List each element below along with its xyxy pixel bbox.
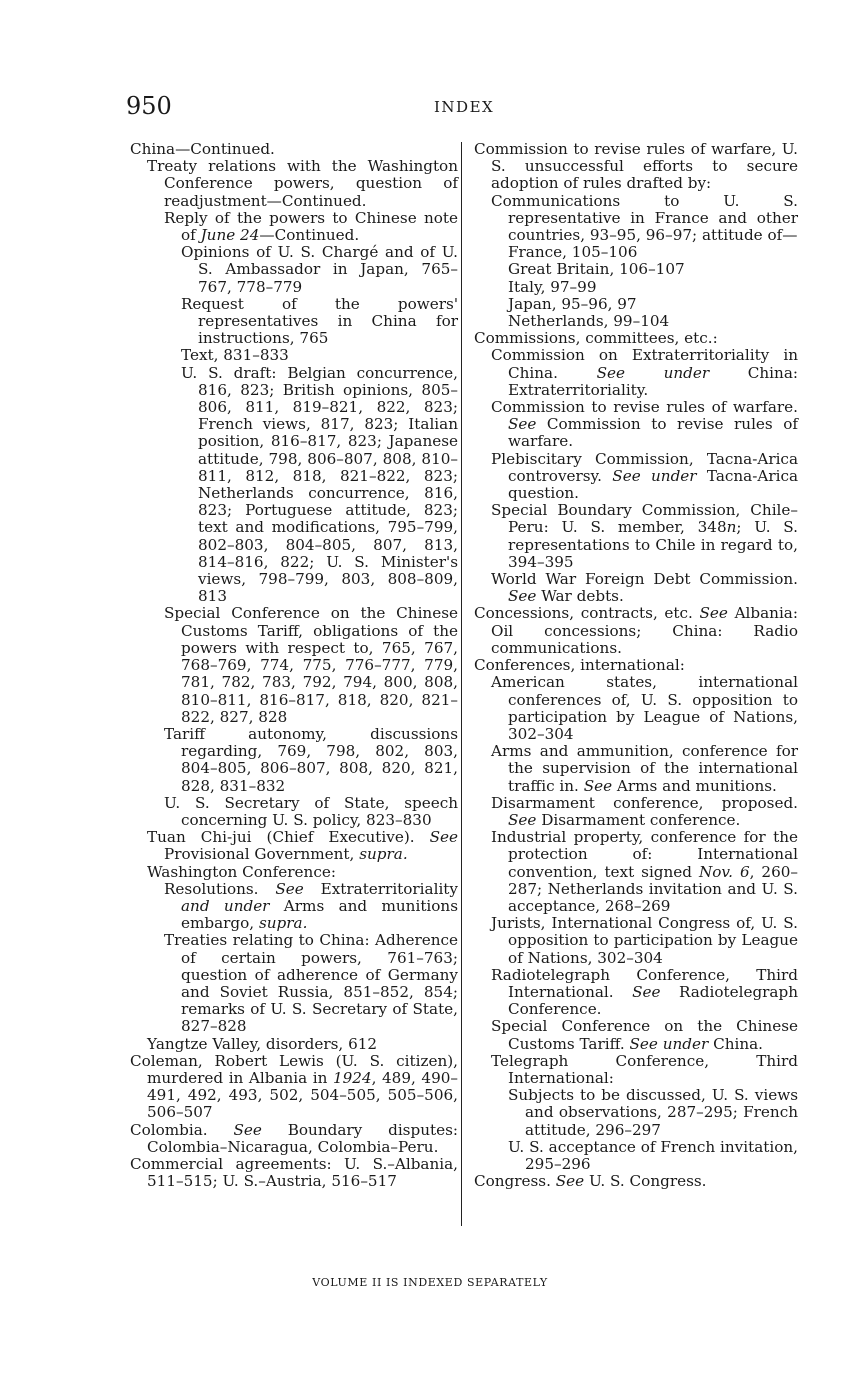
index-entry — [124, 141, 458, 158]
index-entry-text: Special Boundary Commission, Chile–Peru: U. S. member, 348 — [491, 501, 798, 537]
index-entry-text: Treaty relations with the Washington Conference powers, question of readjustment—Continued. — [147, 157, 458, 210]
index-entry — [468, 1139, 798, 1173]
index-entry — [468, 915, 798, 967]
index-entry-text: Concessions, contracts, etc. — [474, 604, 700, 623]
index-entry-text: War debts. — [536, 587, 624, 606]
index-entry — [124, 1122, 458, 1156]
index-entry-text: China. — [708, 1034, 764, 1053]
index-entry — [124, 932, 458, 1035]
index-entry — [468, 451, 798, 503]
index-entry-text: U. S. Secretary of State, speech concerning U. S. policy, 823–830 — [164, 793, 458, 829]
index-entry-text: World War Foreign Debt Commission. — [491, 570, 798, 589]
index-entry-italic-text: See — [429, 828, 458, 847]
index-entry-text: Netherlands, 99–104 — [508, 312, 670, 331]
index-entry-italic-text: See — [508, 587, 537, 606]
index-entry-text: Treaties relating to China: Adherence of certain powers, 761–763; question of adherence of Germany and Soviet Russia, 851–852, 854; remarks of U. S. Secretary of State, 827–828 — [164, 931, 458, 1036]
index-entry — [468, 347, 798, 399]
index-entry-italic-text: See — [632, 982, 661, 1001]
index-entry-text: Special Conference on the Chinese Customs Tariff. — [491, 1017, 798, 1053]
index-entry-text: Plebiscitary Commission, Tacna-Arica controversy. — [491, 449, 798, 485]
index-entry — [124, 829, 458, 863]
index-entry-italic-text: and under — [181, 896, 270, 915]
index-entry-text: Commission to revise rules of warfare. — [508, 415, 798, 451]
index-entry — [468, 193, 798, 245]
index-entry-text: Commission to revise rules of warfare, U. S. unsuccessful efforts to secure adoption of rules drafted by: — [474, 140, 798, 193]
index-entry-text: China: Extraterritoriality. — [508, 363, 798, 399]
index-entry — [468, 1087, 798, 1139]
index-entry-text: Albania: Oil concessions; China: Radio communications. — [491, 604, 798, 657]
index-entry-text: American states, international conferences of, U. S. opposition to participation by League of Nations, 302–304 — [491, 673, 798, 743]
index-entry — [124, 795, 458, 829]
index-entry — [468, 605, 798, 657]
index-column-right — [468, 141, 798, 1190]
index-entry-text: , 489, 490–491, 492, 493, 502, 504–505, 505–506, 506–507 — [147, 1068, 458, 1122]
index-entry — [124, 296, 458, 348]
index-entry — [124, 210, 458, 244]
index-column-left — [124, 141, 458, 1190]
index-entry-text: Resolutions. — [164, 879, 276, 898]
index-entry-italic-text: See — [233, 1120, 262, 1139]
index-entry-text: Radiotelegraph Conference. — [508, 982, 798, 1019]
index-entry-text: Arms and munitions embargo, — [181, 896, 459, 933]
index-entry — [124, 158, 458, 210]
index-entry — [468, 657, 798, 674]
index-entry-text: Reply of the powers to Chinese note of — [164, 208, 458, 245]
index-entry — [468, 743, 798, 795]
index-entry-text: Commission to revise rules of warfare. — [491, 398, 798, 417]
index-entry — [124, 1053, 458, 1122]
index-entry — [468, 330, 798, 347]
index-entry-text: Italy, 97–99 — [508, 277, 597, 296]
index-entry-text: Great Britain, 106–107 — [508, 260, 685, 279]
index-entry-text: Text, 831–833 — [181, 346, 289, 365]
index-entry-text: Japan, 95–96, 97 — [508, 294, 637, 313]
index-entry — [124, 347, 458, 364]
index-entry — [124, 1156, 458, 1190]
column-divider — [461, 142, 462, 1226]
index-entry-text: Provisional Government, — [164, 845, 360, 864]
index-entry-italic-text: June 24 — [200, 226, 260, 245]
index-entry — [468, 296, 798, 313]
index-entry — [124, 881, 458, 933]
index-entry — [468, 571, 798, 605]
index-entry-text: Telegraph Conference, Third International: — [491, 1051, 798, 1087]
index-entry-italic-text: See — [508, 415, 537, 434]
running-head: INDEX — [434, 98, 495, 116]
index-entry-text: Opinions of U. S. Chargé and of U. S. Ambassador in Japan, 765–767, 778–779 — [181, 243, 458, 296]
index-entry-italic-text: See — [508, 810, 537, 829]
index-entry-text: Subjects to be discussed, U. S. views and observations, 287–295; French attitude, 296–297 — [508, 1086, 798, 1139]
index-entry-text: Disarmament conference, proposed. — [491, 793, 798, 812]
index-entry — [468, 141, 798, 193]
index-entry — [468, 1053, 798, 1087]
index-entry — [468, 261, 798, 278]
index-entry — [124, 1036, 458, 1053]
index-entry — [468, 502, 798, 571]
index-entry-text: U. S. draft: Belgian concurrence, 816, 823; British opinions, 805–806, 811, 819–821, 822, 823; French views, 817, 823; Italian position, 816–817, 823; Japanese attitude, 798, 806–807, 808, 810–811, 812, 818, 821–822, 823; Netherlands concurrence, 816, 823; Portuguese attitude, 823; text and modifications, 795–799, 802–803, 804–805, 807, 813, 814–816, 822; U. S. Minister's views, 798–799, 803, 808–809, 813 — [181, 363, 458, 606]
index-entry-text: Arms and munitions. — [612, 776, 777, 795]
index-entry-text: U. S. Congress. — [584, 1172, 707, 1191]
index-entry-text: Special Conference on the Chinese Customs Tariff, obligations of the powers with respect to, 765, 767, 768–769, 774, 775, 776–777, 779, 781, 782, 783, 792, 794, 800, 808, 810–811, 816–817, 818, 820, 821–822, 827, 828 — [164, 604, 458, 726]
index-entry-italic-text: supra. — [258, 914, 308, 933]
index-entry — [468, 967, 798, 1019]
index-entry-text: Commission on Extraterritoriality in China. — [491, 346, 798, 382]
index-entry-text: China—Continued. — [130, 140, 275, 158]
index-entry-text: Washington Conference: — [147, 862, 336, 881]
index-entry-text: Disarmament conference. — [536, 810, 741, 829]
index-entry — [468, 313, 798, 330]
index-entry-text: Jurists, International Congress of, U. S. opposition to participation by League of Nations, 302–304 — [491, 914, 798, 967]
index-entry-text: Request of the powers' representatives in China for instructions, 765 — [181, 294, 458, 348]
index-entry-text: Conferences, international: — [474, 656, 685, 675]
index-entry — [468, 279, 798, 296]
index-entry — [124, 726, 458, 795]
index-entry — [468, 244, 798, 261]
index-entry-text: —Continued. — [259, 226, 360, 245]
index-entry-italic-text: See under — [612, 466, 697, 485]
index-entry-italic-text: See — [583, 776, 613, 795]
index-entry-text: Extraterritoriality — [303, 879, 458, 898]
index-entry — [124, 365, 458, 606]
index-entry-italic-text: n — [726, 518, 737, 537]
index-entry — [124, 605, 458, 725]
index-entry-text: Tuan Chi-jui (Chief Executive). — [147, 828, 430, 847]
index-entry-text: , 260–287; Netherlands invitation and U. S. acceptance, 268–269 — [508, 862, 798, 915]
index-entry-text: ; U. S. representations to Chile in regard to, 394–395 — [508, 518, 798, 571]
index-entry-text: Radiotelegraph Conference, Third International. — [491, 965, 798, 1001]
index-entry-text: U. S. acceptance of French invitation, 295–296 — [508, 1137, 798, 1173]
index-entry-text: Yangtze Valley, disorders, 612 — [147, 1034, 378, 1053]
index-entry-italic-text: See — [275, 879, 304, 898]
index-entry-text: Colombia. — [130, 1120, 234, 1139]
index-entry-text: Boundary disputes: Colombia–Nicaragua, Colombia–Peru. — [147, 1120, 458, 1156]
index-entry-text: Commissions, committees, etc.: — [474, 329, 718, 348]
index-entry-italic-text: See — [699, 604, 728, 623]
index-entry — [468, 795, 798, 829]
index-entry-text: Tacna-Arica question. — [508, 466, 799, 503]
index-entry-italic-text: See under — [596, 363, 710, 382]
index-entry — [468, 674, 798, 743]
index-entry-text: France, 105–106 — [508, 243, 638, 262]
index-entry — [468, 399, 798, 451]
index-entry — [468, 1018, 798, 1052]
index-entry-italic-text: 1924 — [332, 1068, 372, 1087]
index-entry-text: Congress. — [474, 1172, 556, 1191]
index-entry-text: Coleman, Robert Lewis (U. S. citizen), murdered in Albania in — [130, 1051, 458, 1087]
index-entry-italic-text: See under — [629, 1034, 709, 1053]
index-entry-text: Industrial property, conference for the protection of: International convention, text signed — [491, 828, 798, 881]
page-number: 950 — [126, 92, 172, 120]
index-entry-text: Commercial agreements: U. S.–Albania, 511–515; U. S.–Austria, 516–517 — [130, 1154, 458, 1191]
index-entry-text: Tariff autonomy, discussions regarding, 769, 798, 802, 803, 804–805, 806–807, 808, 820, 821, 828, 831–832 — [164, 724, 458, 795]
index-entry — [124, 244, 458, 296]
index-entry — [468, 829, 798, 915]
index-entry — [468, 1173, 798, 1190]
index-entry-italic-text: See — [555, 1172, 585, 1191]
index-entry-italic-text: Nov. 6 — [698, 862, 750, 881]
index-entry — [124, 864, 458, 881]
index-entry-text: Communications to U. S. representative in France and other countries, 93–95, 96–97; attitude of— — [491, 191, 798, 245]
footer-note: VOLUME II IS INDEXED SEPARATELY — [312, 1276, 548, 1289]
index-entry-italic-text: supra. — [359, 845, 408, 864]
index-entry-text: Arms and ammunition, conference for the supervision of the international traffic in. — [491, 742, 798, 795]
